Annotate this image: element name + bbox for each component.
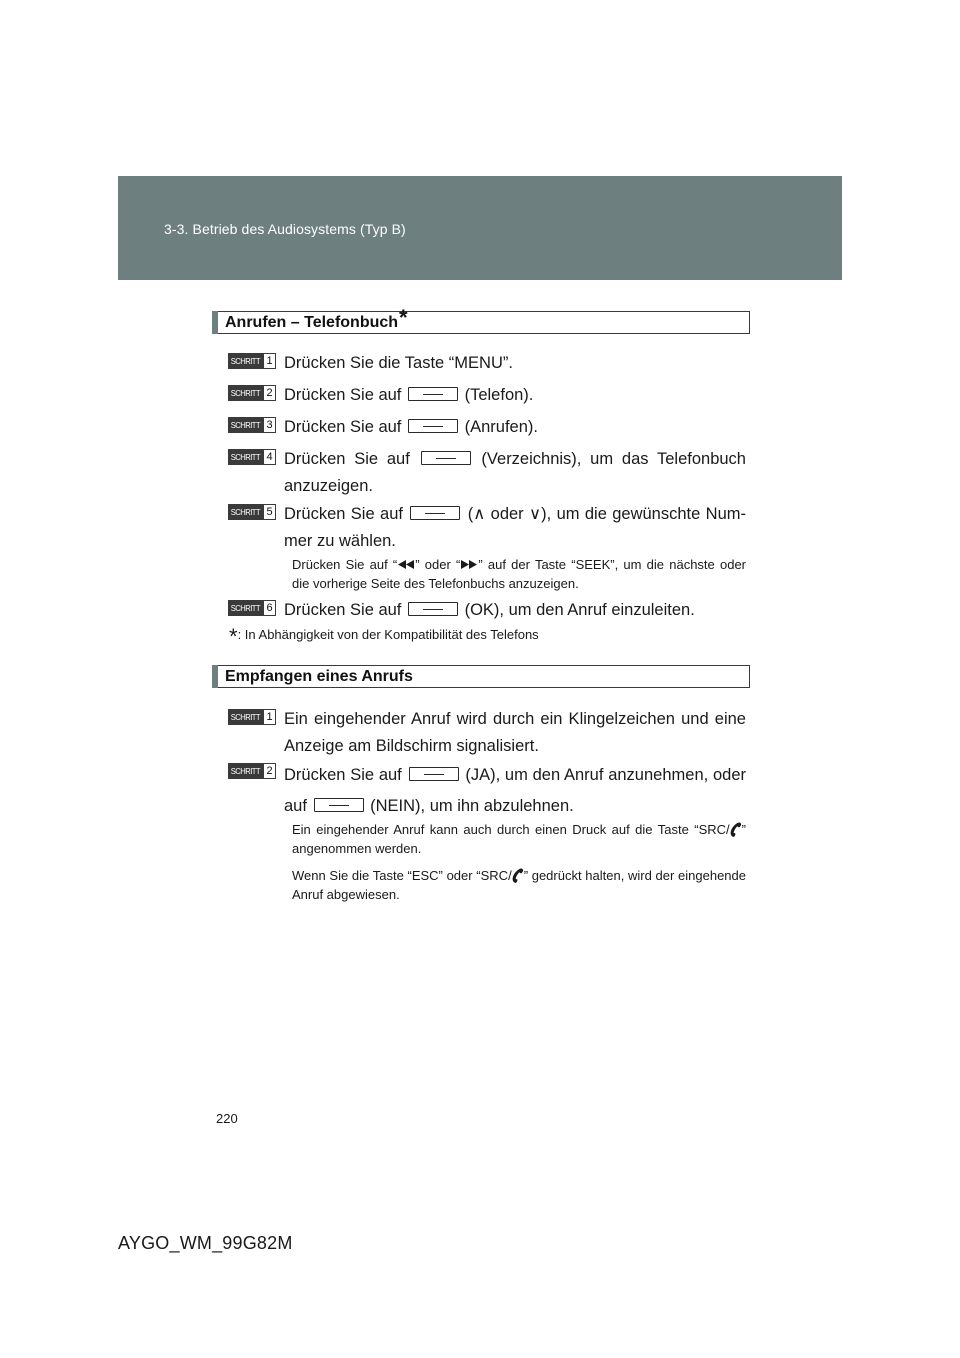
step-2: SCHRITT 2 Drücken Sie auf (Telefon). [228,382,746,409]
fast-forward-icon [460,560,478,569]
step-6: SCHRITT 6 Drücken Sie auf (OK), um den Anruf einzuleiten. [228,597,746,624]
note-src-accept: Ein eingehender Anruf kann auch durch einen Druck auf die Taste “SRC/ ” angenommen werden. [292,822,746,856]
section-heading-phonebook [212,305,750,334]
step-3: SCHRITT 3 Drücken Sie auf (Anrufen). [228,414,746,441]
blank-button-icon [408,419,458,433]
step-1 [228,350,746,377]
blank-button-icon [409,767,459,781]
footnote-marker: * [399,305,408,330]
footnote: *: In Abhängigkeit von der Kompatibilität des Telefons [229,624,539,649]
blank-button-icon [410,506,460,520]
step-2: SCHRITT 2 Drücken Sie auf (JA), um den Anruf anzunehmen, oder auf (NEIN), um ihn abzulehnen. [228,760,746,822]
step-badge: SCHRITT 1 [228,709,276,725]
note-seek: Drücken Sie auf “ ” oder “ ” auf der Taste “SEEK”, um die nächste oder die vorherige Seite des Telefonbuchs anzuzeigen. [292,557,747,591]
chapter-header [118,176,842,280]
phone-handset-icon [512,868,524,883]
step-5: SCHRITT 5 Drücken Sie auf (∧ oder ∨), um die gewünschte Num-mer zu wählen. [228,501,746,555]
blank-button-icon [408,602,458,616]
blank-button-icon [408,387,458,401]
phone-handset-icon [730,822,742,837]
step-badge: SCHRITT 6 [228,600,276,616]
step-1 [228,706,746,760]
step-text: Ein eingehender Anruf wird durch ein Klingelzeichen und eine Anzeige am Bildschirm signalisiert. [284,710,746,755]
step-text: Drücken Sie die Taste “MENU”. [284,354,513,372]
section-heading-incoming-call [212,665,750,688]
rewind-icon [397,560,415,569]
document-code: AYGO_WM_99G82M [118,1233,293,1253]
step-4: SCHRITT 4 Drücken Sie auf (Verzeichnis), um das Telefonbuch anzuzeigen. [228,446,746,500]
page-number: 220 [216,1111,238,1126]
step-badge: SCHRITT 2 [228,763,276,779]
step-badge: SCHRITT 3 [228,417,276,433]
blank-button-icon [421,451,471,465]
note-reject: Wenn Sie die Taste “ESC” oder “SRC/ ” gedrückt halten, wird der eingehende Anruf abgewiesen. [292,868,746,902]
step-badge: SCHRITT 4 [228,449,276,465]
step-badge: SCHRITT 1 [228,353,276,369]
step-badge: SCHRITT 2 [228,385,276,401]
chapter-title: 3-3. Betrieb des Audiosystems (Typ B) [164,221,406,237]
step-badge: SCHRITT 5 [228,504,276,520]
section-title: Empfangen eines Anrufs [225,668,413,685]
section-title: Anrufen – Telefonbuch* [225,305,408,331]
blank-button-icon [314,798,364,812]
